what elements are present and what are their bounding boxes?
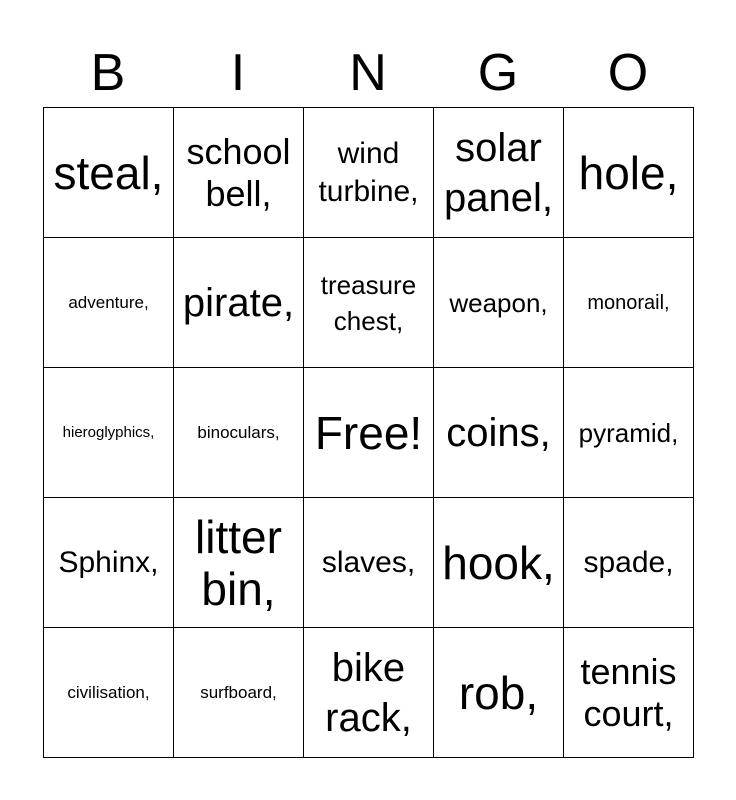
cell-word: hole, <box>578 146 679 199</box>
bingo-cell[interactable] <box>564 108 694 238</box>
bingo-cell[interactable] <box>44 498 174 628</box>
cell-word: solar panel, <box>444 125 553 220</box>
bingo-cell[interactable] <box>174 108 304 238</box>
bingo-cell[interactable] <box>174 498 304 628</box>
bingo-cell[interactable] <box>434 108 564 238</box>
bingo-cell[interactable] <box>564 628 694 758</box>
cell-word: steal, <box>53 146 164 199</box>
bingo-cell[interactable] <box>44 238 174 368</box>
bingo-cell[interactable] <box>174 368 304 498</box>
bingo-cell[interactable] <box>304 238 434 368</box>
cell-word: pirate, <box>182 280 295 325</box>
cell-word: rob, <box>458 666 539 719</box>
cell-word: monorail, <box>587 291 670 314</box>
cell-word: civilisation, <box>67 682 150 702</box>
header-letter-n: N <box>349 44 387 102</box>
bingo-cell[interactable] <box>434 628 564 758</box>
bingo-cell[interactable] <box>44 108 174 238</box>
free-space: Free! <box>314 406 423 459</box>
cell-word: bike rack, <box>325 645 412 740</box>
cell-word: Sphinx, <box>58 545 159 579</box>
cell-word: adventure, <box>68 292 149 312</box>
cell-word: surfboard, <box>200 682 277 702</box>
cell-word: school bell, <box>186 130 291 214</box>
cell-word: slaves, <box>321 545 416 579</box>
bingo-cell[interactable] <box>44 368 174 498</box>
bingo-board <box>43 107 694 758</box>
header-letter-b: B <box>90 44 126 102</box>
cell-word: hook, <box>442 536 555 589</box>
header-letter-g: G <box>477 44 519 102</box>
bingo-cell[interactable] <box>564 368 694 498</box>
bingo-cell[interactable] <box>434 368 564 498</box>
bingo-cell[interactable] <box>174 628 304 758</box>
cell-word: spade, <box>583 545 674 579</box>
bingo-cell[interactable] <box>304 368 434 498</box>
bingo-cell[interactable] <box>304 108 434 238</box>
cell-word: pyramid, <box>578 417 679 448</box>
bingo-cell[interactable] <box>434 498 564 628</box>
cell-word: weapon, <box>449 287 548 318</box>
cell-word: wind turbine, <box>318 136 419 208</box>
cell-word: binoculars, <box>197 422 280 442</box>
header-letter-i: I <box>230 44 246 102</box>
bingo-cell[interactable] <box>434 238 564 368</box>
bingo-cell[interactable] <box>304 498 434 628</box>
cell-word: tennis court, <box>580 650 677 734</box>
cell-word: coins, <box>446 410 551 455</box>
bingo-cell[interactable] <box>564 238 694 368</box>
bingo-cell[interactable] <box>44 628 174 758</box>
bingo-cell[interactable] <box>564 498 694 628</box>
bingo-cell[interactable] <box>174 238 304 368</box>
cell-word: treasure chest, <box>320 269 417 336</box>
header-letter-o: O <box>607 44 649 102</box>
cell-word: hieroglyphics, <box>62 423 155 441</box>
bingo-cell[interactable] <box>304 628 434 758</box>
cell-word: litter bin, <box>195 510 282 615</box>
bingo-header <box>43 40 693 106</box>
